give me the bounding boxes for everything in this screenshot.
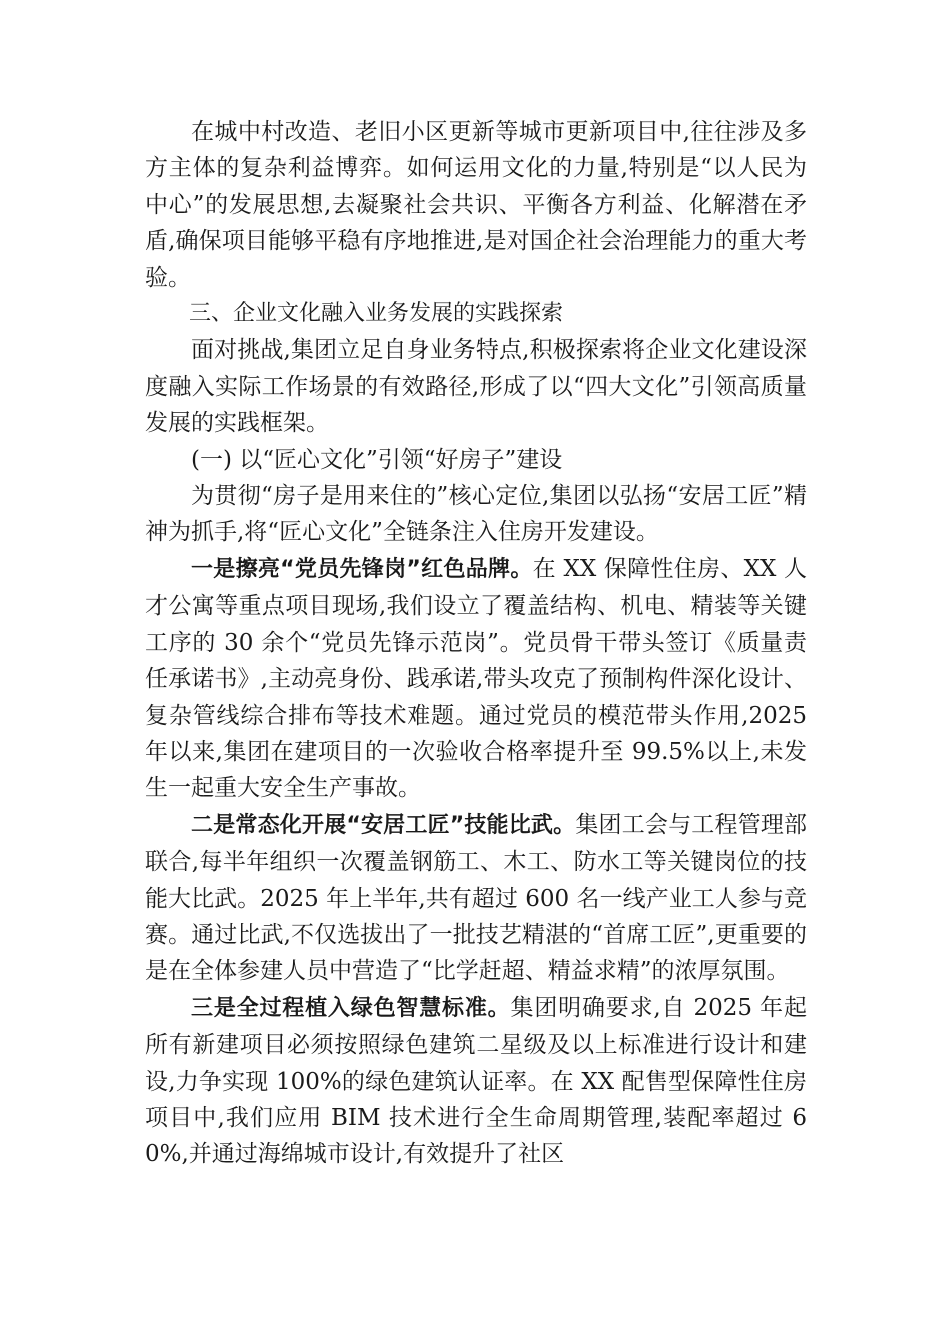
document-body [145,114,807,1173]
paragraph-text: 集团工会与工程管理部联合,每半年组织一次覆盖钢筋工、木工、防水工等关键岗位的技能大比武。2025 年上半年,共有超过 600 名一线产业工人参与竞赛。通过比武,不仅选拔出了一批技艺精湛的“首席工匠”,更重要的是在全体参建人员中营造了“比学赶超、精益求精”的浓厚氛围。 [145,811,808,985]
paragraph-challenges: 面对挑战,集团立足自身业务特点,积极探索将企业文化建设深度融入实际工作场景的有效路径,形成了以“四大文化”引领高质量发展的实践框架。 [145,337,807,437]
subsection-heading-1: (一) 以“匠心文化”引领“好房子”建设 [191,446,563,473]
lead-sentence: 二是常态化开展“安居工匠”技能比武。 [191,812,576,838]
paragraph-green-standards [145,990,807,1173]
paragraph-urban-renewal: 在城中村改造、老旧小区更新等城市更新项目中,往往涉及多方主体的复杂利益博弈。如何运用文化的力量,特别是“以人民为中心”的发展思想,去凝聚社会共识、平衡各方利益、化解潜在矛盾,确保项目能够平稳有序地推进,是对国企社会治理能力的重大考验。 [145,119,807,291]
section-heading-3: 三、企业文化融入业务发展的实践探索 [189,301,564,327]
paragraph-text: 集团明确要求,自 2025 年起所有新建项目必须按照绿色建筑二星级及以上标准进行设计和建设,力争实现 100%的绿色建筑认证率。在 XX 配售型保障性住房项目中,我们应用 BIM 技术进行全生命周期管理,装配率超过 60%,并通过海绵城市设计,有效提升了社区 [145,994,807,1168]
paragraph-text: 在 XX 保障性住房、XX 人才公寓等重点项目现场,我们设立了覆盖结构、机电、精装等关键工序的 30 余个“党员先锋示范岗”。党员骨干带头签订《质量责任承诺书》,主动亮身份、践承诺,带头攻克了预制构件深化设计、复杂管线综合排布等技术难题。通过党员的模范带头作用,2025 年以来,集团在建项目的一次验收合格率提升至 99.5%以上,未发生一起重大安全生产事故。 [145,555,807,802]
paragraph-party-member-posts [145,551,807,807]
paragraph-skill-competition [145,807,807,990]
lead-sentence: 一是擦亮“党员先锋岗”红色品牌。 [191,556,533,582]
paragraph-craftsmanship: 为贯彻“房子是用来住的”核心定位,集团以弘扬“安居工匠”精神为抓手,将“匠心文化”全链条注入住房开发建设。 [145,483,807,546]
lead-sentence: 三是全过程植入绿色智慧标准。 [191,995,511,1021]
